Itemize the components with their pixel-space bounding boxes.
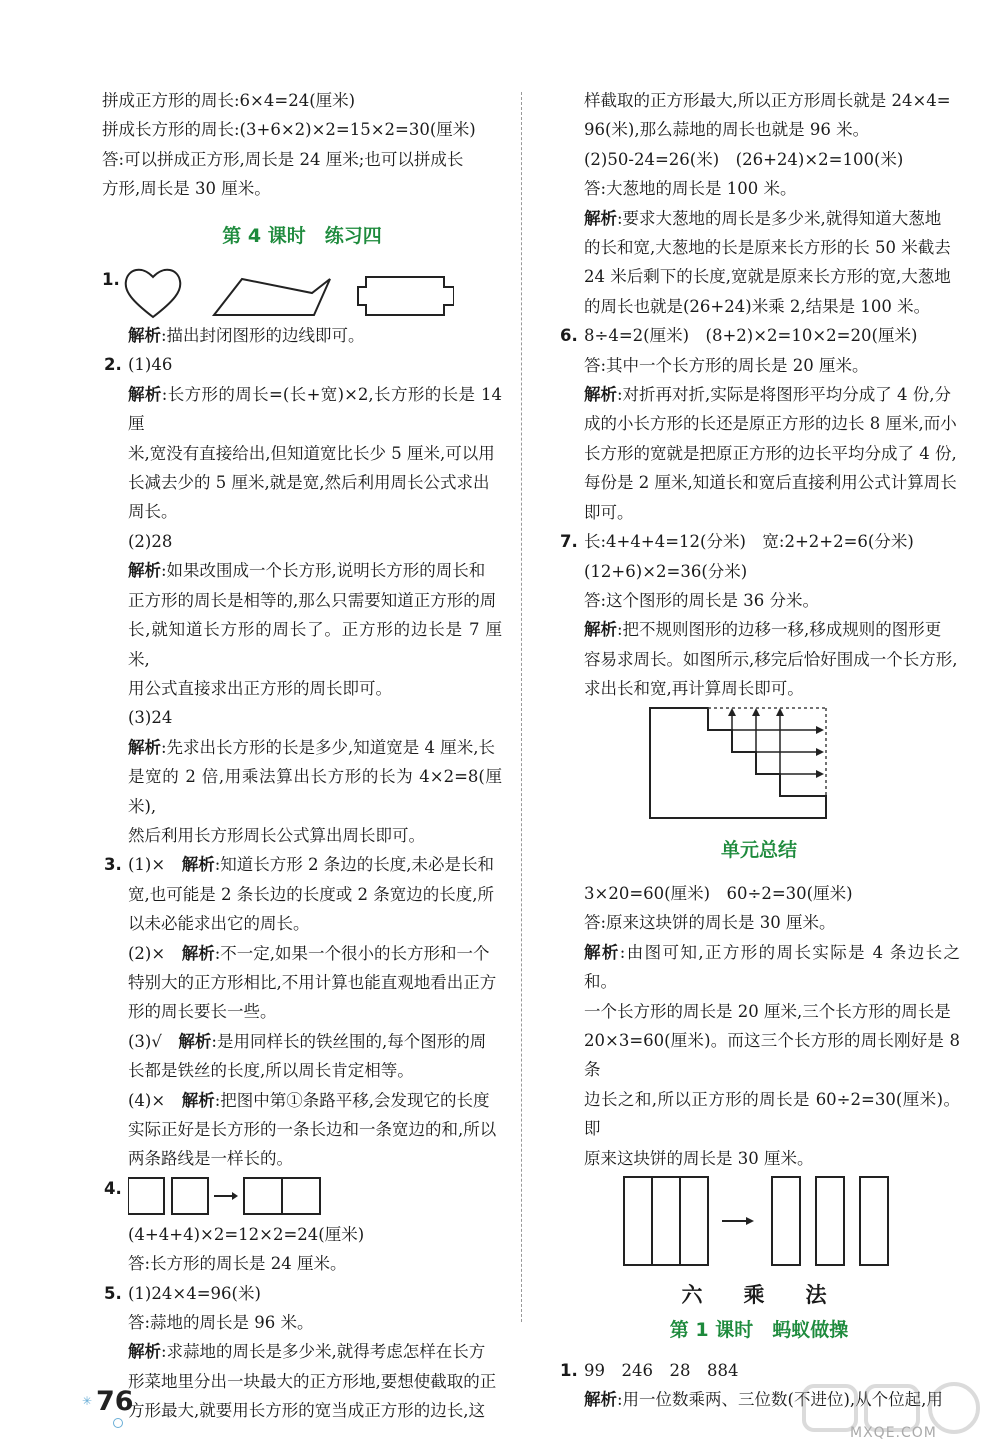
text-line: 答:大葱地的周长是 100 米。	[584, 179, 797, 199]
text-line: 方形,周长是 30 厘米。	[102, 179, 271, 199]
q4-figure-row	[102, 1174, 502, 1220]
text-line: 96(米),那么蒜地的周长也就是 96 米。	[584, 120, 870, 140]
answer: (1)46	[128, 355, 173, 375]
text-line: 答:这个图形的周长是 36 分米。	[584, 590, 820, 610]
answer: (1)24×4=96(米)	[128, 1283, 261, 1303]
analysis-label: 解析	[584, 385, 617, 405]
text-line: 3×20=60(厘米) 60÷2=30(厘米)	[584, 883, 853, 903]
analysis-label: 解析	[584, 620, 617, 640]
text-line: 形菜地里分出一块最大的正方形地,要想使截取的正	[128, 1371, 497, 1391]
analysis-text: :用一位数乘两、三位数(不进位),从个位起,用	[617, 1390, 943, 1410]
q6-line	[558, 321, 960, 350]
q3-line	[102, 850, 502, 879]
analysis	[102, 380, 502, 439]
text-line: 用公式直接求出正方形的周长即可。	[128, 678, 392, 698]
text-line: 实际正好是长方形的一条长边和一条宽边的和,所以	[128, 1120, 497, 1139]
analysis-text: :求蒜地的周长是多少米,就得考虑怎样在长方	[161, 1342, 486, 1362]
analysis-text: :要求大葱地的周长是多少米,就得知道大葱地	[617, 208, 942, 228]
q4-squares-figure	[128, 1174, 328, 1218]
star-icon: ✳	[82, 1394, 93, 1408]
analysis-label: 解析	[181, 1090, 215, 1110]
unit-summary-heading: 单元总结	[720, 838, 797, 861]
q2-line	[102, 350, 502, 379]
text-line: 答:可以拼成正方形,周长是 24 厘米;也可以拼成长	[102, 149, 464, 169]
text-line: 样截取的正方形最大,所以正方形周长就是 24×4=	[584, 91, 951, 110]
text-line: (4+4+4)×2=12×2=24(厘米)	[128, 1224, 365, 1244]
analysis-text: :长方形的周长=(长+宽)×2,长方形的长是 14 厘	[128, 384, 502, 434]
text-line: 求出长和宽,再计算周长即可。	[584, 679, 804, 699]
text-line: 正方形的周长是相等的,那么只需要知道正方形的周	[128, 590, 497, 610]
analysis-text: :对折再对折,实际是将图形平均分成了 4 份,分	[617, 385, 952, 405]
analysis-label: 解析	[128, 1342, 161, 1362]
answer: (3)24	[128, 708, 173, 728]
analysis-label: 解析	[584, 208, 617, 228]
q7-staircase-figure	[558, 704, 960, 822]
analysis-label: 解析	[128, 737, 161, 757]
question-number: 6.	[560, 326, 578, 346]
q1	[102, 265, 502, 321]
lesson-heading: 第 4 课时 练习四	[222, 224, 382, 247]
text-line: 周长。	[128, 502, 178, 522]
heart-shape	[126, 270, 181, 317]
text-line: 特别大的正方形相比,不用计算也能直观地看出正方	[128, 972, 497, 992]
analysis-label: 解析	[181, 855, 215, 875]
text-line: 长都是铁丝的长度,所以周长肯定相等。	[128, 1061, 414, 1081]
analysis	[558, 204, 960, 233]
analysis	[102, 733, 502, 762]
q1-shapes-figure	[124, 265, 454, 321]
analysis-label: 解析	[584, 1390, 617, 1410]
answer: (4)×	[128, 1090, 182, 1110]
lesson-heading: 第 1 课时 蚂蚁做操	[669, 1319, 849, 1342]
analysis	[102, 321, 502, 350]
analysis-text: :知道长方形 2 条边的长度,未必是长和	[214, 855, 494, 875]
answer: (1)×	[128, 855, 182, 875]
analysis-label: 解析	[128, 384, 162, 404]
analysis-label: 解析	[181, 943, 215, 963]
page-number: 76	[96, 1386, 134, 1417]
analysis-text: :把不规则图形的边移一移,移成规则的图形更	[617, 620, 942, 640]
question-number: 2.	[104, 355, 122, 375]
text-line: 一个长方形的周长是 20 厘米,三个长方形的周长是	[584, 1001, 951, 1021]
text-line: 每份是 2 厘米,知道长和宽后直接利用公式计算周长	[584, 473, 957, 493]
answer: 8÷4=2(厘米) (8+2)×2=10×2=20(厘米)	[584, 326, 918, 346]
text-line: 长,就知道长方形的周长了。正方形的边长是 7 厘米,	[128, 620, 502, 669]
question-number: 4.	[104, 1178, 122, 1198]
chapter-heading: 六 乘 法	[681, 1283, 837, 1307]
analysis	[102, 1337, 502, 1366]
analysis	[102, 556, 502, 585]
text-line: 答:长方形的周长是 24 厘米。	[128, 1254, 347, 1274]
text-line: (12+6)×2=36(分米)	[584, 561, 748, 581]
q5-line	[102, 1279, 502, 1308]
text-line: 形的周长要长一些。	[128, 1002, 277, 1022]
answer: (2)28	[128, 531, 173, 551]
answer: (2)×	[128, 943, 182, 963]
analysis-label: 解析	[584, 942, 620, 962]
text-line: 边长之和,所以正方形的周长是 60÷2=30(厘米)。即	[584, 1089, 960, 1139]
quadrilateral-shape	[214, 279, 330, 315]
answer: 长:4+4+4=12(分米) 宽:2+2+2=6(分米)	[584, 532, 914, 552]
text-line: 20×3=60(厘米)。而这三个长方形的周长刚好是 8 条	[584, 1030, 960, 1080]
notched-rect-shape	[358, 277, 454, 315]
text-line: 24 米后剩下的长度,宽就是原来长方形的宽,大葱地	[584, 267, 951, 287]
text-line: 宽,也可能是 2 条长边的长度或 2 条宽边的长度,所	[128, 884, 494, 904]
analysis	[558, 938, 960, 997]
text-line: 长方形的宽就是把原正方形的边长平均分成了 4 份,	[584, 443, 957, 463]
summary-rectangles-figure	[558, 1173, 960, 1269]
analysis-text: :把图中第①条路平移,会发现它的长度	[214, 1090, 490, 1110]
analysis-text: :是用同样长的铁丝围的,每个图形的周	[211, 1031, 487, 1051]
text-line: 长减去少的 5 厘米,就是宽,然后利用周长公式求出	[128, 473, 490, 493]
text-line: 是宽的 2 倍,用乘法算出长方形的长为 4×2=8(厘米),	[128, 767, 502, 816]
text-line: 拼成正方形的周长:6×4=24(厘米)	[102, 91, 356, 110]
right-column	[558, 86, 960, 1415]
question-number: 5.	[104, 1283, 122, 1303]
text-line: 容易求周长。如图所示,移完后恰好围成一个长方形,	[584, 649, 958, 669]
question-number: 7.	[560, 532, 578, 552]
question-number: 1.	[102, 270, 120, 290]
text-line: 然后利用长方形周长公式算出周长即可。	[128, 825, 425, 845]
analysis-text: :如果改围成一个长方形,说明长方形的周长和	[161, 561, 486, 581]
text-line: 的长和宽,大葱地的长是原来长方形的长 50 米截去	[584, 238, 951, 258]
text-line: 答:其中一个长方形的周长是 20 厘米。	[584, 355, 869, 375]
text-line: 以未必能求出它的周长。	[128, 914, 310, 934]
q3-4-line	[102, 1086, 502, 1115]
text-line: 两条路线是一样长的。	[128, 1149, 293, 1169]
analysis	[558, 615, 960, 644]
column-divider	[521, 92, 522, 1322]
analysis-text: :由图可知,正方形的周长实际是 4 条边长之和。	[584, 942, 961, 992]
q3-2-line	[102, 939, 502, 968]
text-line: 答:原来这块饼的周长是 30 厘米。	[584, 913, 836, 933]
watermark-url: MXQE.COM	[850, 1425, 937, 1441]
text-line: 成的小长方形的长还是原正方形的边长 8 厘米,而小	[584, 414, 957, 434]
circle-decoration-icon	[113, 1418, 123, 1428]
text-line: 答:蒜地的周长是 96 米。	[128, 1313, 314, 1333]
text-line: 方形最大,就要用长方形的宽当成正方形的边长,这	[128, 1401, 485, 1421]
analysis-text: :先求出长方形的长是多少,知道宽是 4 厘米,长	[161, 737, 496, 757]
text-line: 米,宽没有直接给出,但知道宽比长少 5 厘米,可以用	[128, 443, 495, 463]
answer: (3)√	[128, 1031, 179, 1051]
q7-line	[558, 527, 960, 556]
analysis-text: :不一定,如果一个很小的长方形和一个	[214, 943, 490, 963]
question-number: 1.	[560, 1360, 578, 1380]
q3-3-line	[102, 1027, 502, 1056]
analysis	[558, 380, 960, 409]
text-line: 即可。	[584, 502, 634, 522]
text-line: 的周长也就是(26+24)米乘 2,结果是 100 米。	[584, 296, 931, 316]
answer: 99 246 28 884	[584, 1360, 739, 1380]
analysis-label: 解析	[178, 1031, 212, 1051]
text-line: 原来这块饼的周长是 30 厘米。	[584, 1148, 814, 1168]
question-number: 3.	[104, 855, 122, 875]
text-line: (2)50-24=26(米) (26+24)×2=100(米)	[584, 149, 904, 169]
analysis-label: 解析	[128, 326, 161, 346]
text-line: 拼成长方形的周长:(3+6×2)×2=15×2=30(厘米)	[102, 120, 476, 140]
analysis-label: 解析	[128, 561, 161, 581]
analysis-text: :描出封闭图形的边线即可。	[161, 326, 365, 346]
left-column	[102, 86, 502, 1426]
